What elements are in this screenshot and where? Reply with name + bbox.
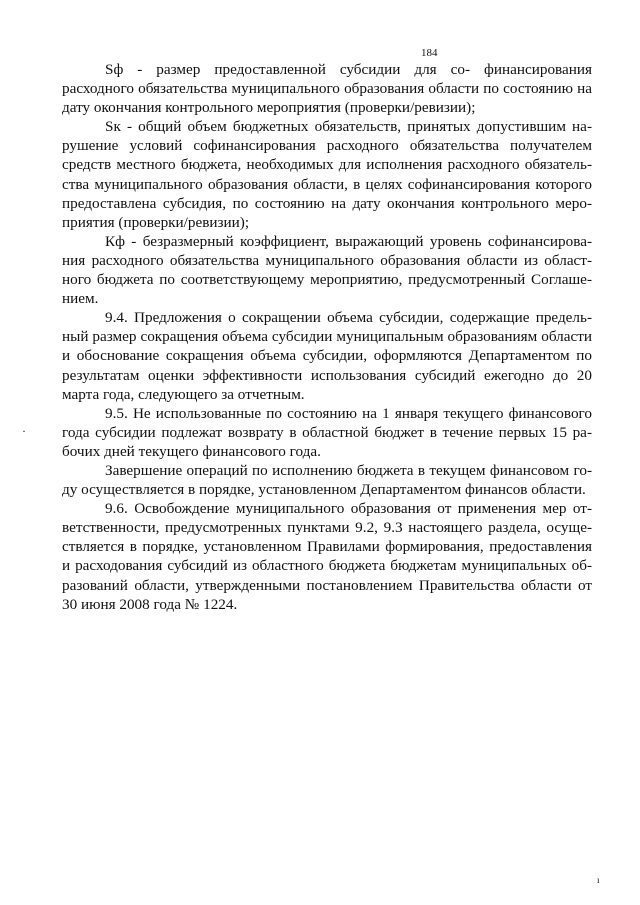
page-number: 184: [421, 47, 438, 59]
paragraph-kf-definition: Кф - безразмерный коэффициент, выражающий уровень софинансирования расходного обязательства муниципального образования области из областного бюджета по соответствующему мероприятию, предусмотренный Соглашением.: [62, 232, 592, 308]
corner-tick-mark: ı: [597, 875, 600, 885]
paragraph-budget-completion: Завершение операций по исполнению бюджета в текущем финансовом году осуществляется в порядке, установленном Департаментом финансов области.: [62, 461, 592, 499]
paragraph-sk-definition: Sк - общий объем бюджетных обязательств, принятых допустившим нарушение условий софинансирования расходного обязательства получателем средств местного бюджета, необходимых для исполнения расходного обязательства муниципального образования области, в целях софинансирования которого предоставлена субсидия, по состоянию на дату окончания контрольного мероприятия (проверки/ревизии);: [62, 118, 592, 231]
document-body: [62, 60, 592, 614]
paragraph-9-4: 9.4. Предложения о сокращении объема субсидии, содержащие предельный размер сокращения объема субсидии муниципальным образованиям области и обоснование сокращения объема субсидии, оформляются Департаментом по результатам оценки эффективности использования субсидий ежегодно до 20 марта года, следующего за отчетным.: [62, 309, 592, 403]
paragraph-9-5: 9.5. Не использованные по состоянию на 1 января текущего финансового года субсидии подлежат возврату в областной бюджет в течение первых 15 рабочих дней текущего финансового года.: [62, 404, 592, 460]
margin-tick-mark: ·: [22, 424, 26, 438]
paragraph-9-6: 9.6. Освобождение муниципального образования от применения мер ответственности, предусмотренных пунктами 9.2, 9.3 настоящего раздела, осуществляется в порядке, установленном Правилами формирования, предоставления и расходования субсидий из областного бюджета бюджетам муниципальных образований области, утвержденными постановлением Правительства области от 30 июня 2008 года № 1224.: [62, 500, 592, 613]
paragraph-sf-definition: Sф - размер предоставленной субсидии для со- финансирования расходного обязательства муниципального образования области по состоянию на дату окончания контрольного мероприятия (проверки/ревизии);: [62, 61, 592, 117]
